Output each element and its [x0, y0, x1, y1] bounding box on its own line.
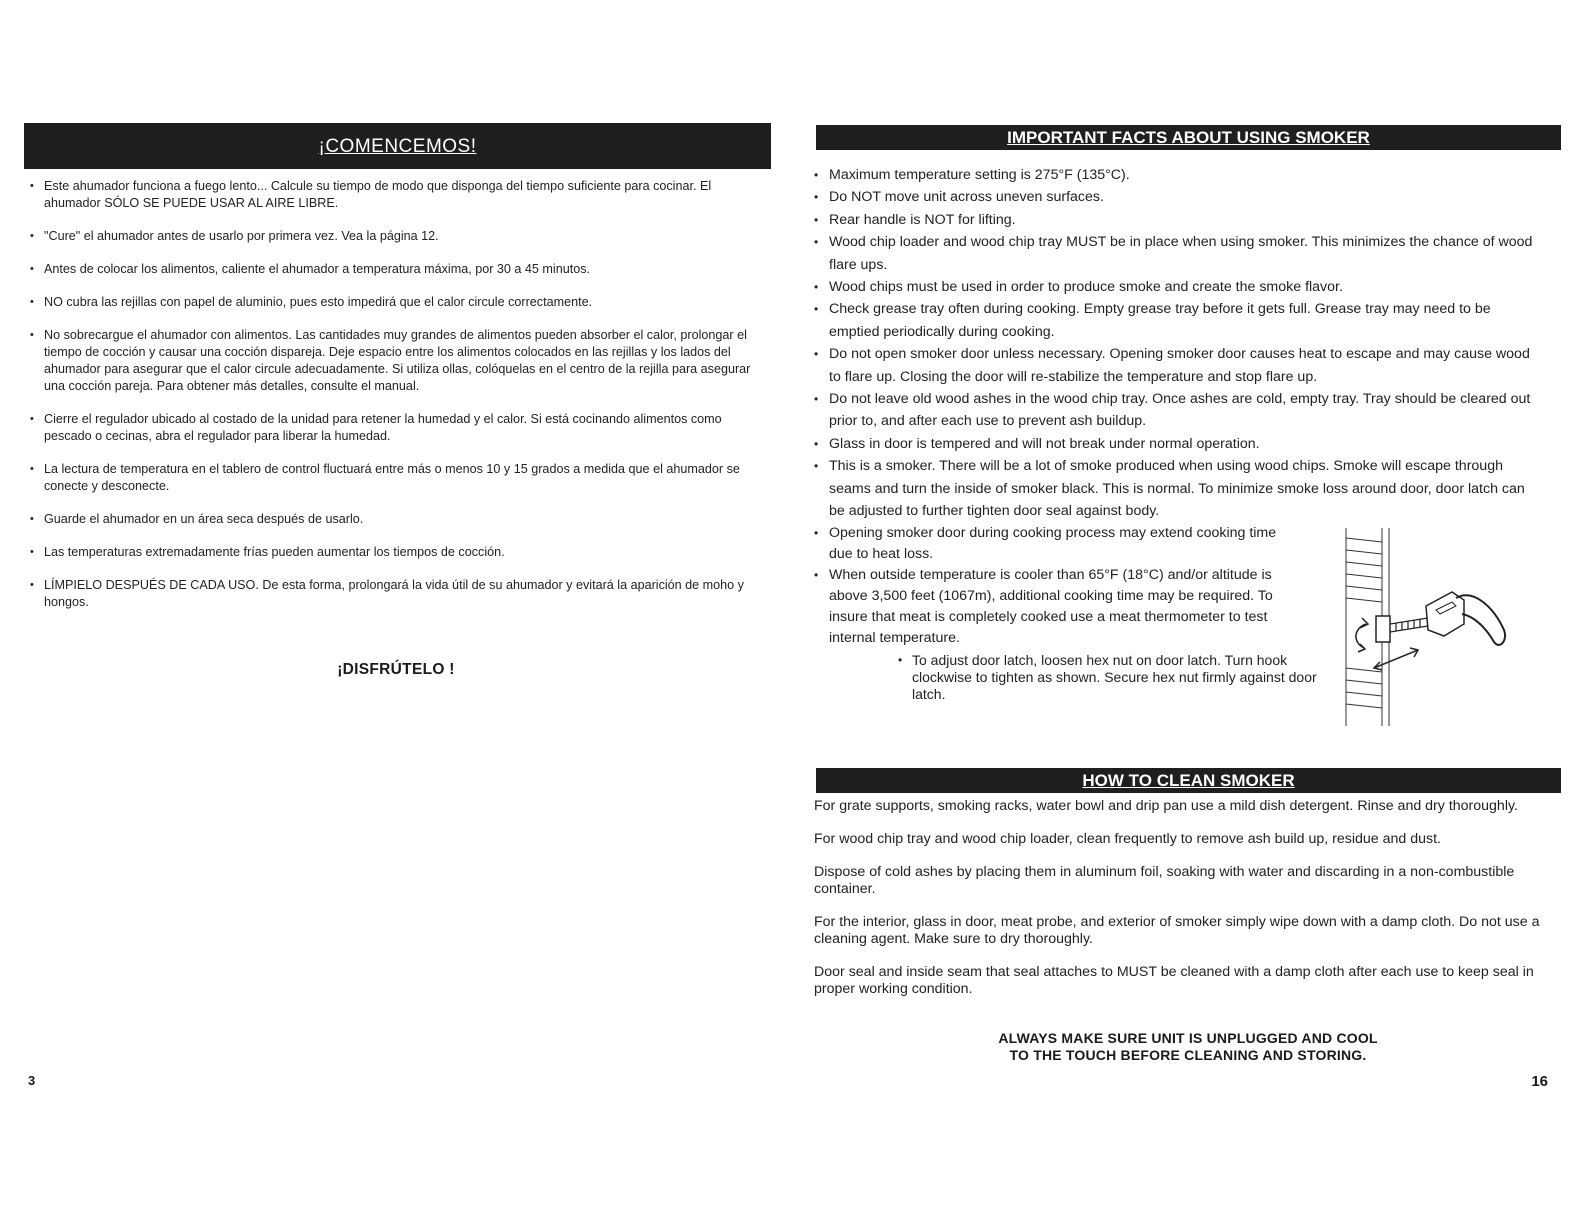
bullet-icon: • — [814, 459, 819, 474]
page-number: 16 — [1531, 1073, 1548, 1090]
door-latch-note: • To adjust door latch, loosen hex nut on door latch. Turn hook clockwise to tighten as shown. Secure hex nut firmly against door latch. — [898, 652, 1317, 702]
spanish-tips-list — [30, 178, 770, 611]
list-item: • No sobrecargue el ahumador con alimentos. Las cantidades muy grandes de alimentos pueden absorber el calor, prolongar el tiempo de cocción y causar una cocción dispareja. Deje espacio entre los alimentos colocados en las rejillas y los lados del ahumador para asegurar que el calor circule adecuadamente. Si utiliza ollas, colóquelas en el centro de la rejilla para asegurar una cocción pareja. Para obtener más detalles, consulte el manual. — [30, 328, 751, 393]
list-item: • Do NOT move unit across uneven surfaces. — [814, 186, 1544, 208]
list-item: • "Cure" el ahumador antes de usarlo por primera vez. Vea la página 12. — [30, 229, 439, 243]
section-header-how-to-clean: HOW TO CLEAN SMOKER — [816, 768, 1561, 793]
bullet-icon: • — [30, 263, 34, 275]
list-item: • Guarde el ahumador en un área seca después de usarlo. — [30, 512, 364, 526]
bullet-icon: • — [30, 230, 34, 242]
paragraph: For grate supports, smoking racks, water bowl and drip pan use a mild dish detergent. Rinse and dry thoroughly. — [814, 798, 1518, 814]
bullet-icon: • — [814, 235, 819, 250]
list-item: • Wood chip loader and wood chip tray MUST be in place when using smoker. This minimizes the chance of wood flare ups. — [814, 231, 1544, 276]
list-item: • Do not open smoker door unless necessary. Opening smoker door causes heat to escape and may cause wood to flare up. Closing the door will re-stabilize the temperature and stop flare up. — [814, 343, 1544, 388]
right-page — [792, 0, 1584, 1224]
section-header-important-facts: IMPORTANT FACTS ABOUT USING SMOKER — [816, 125, 1561, 150]
paragraph: For wood chip tray and wood chip loader, clean frequently to remove ash build up, residue and dust. — [814, 831, 1441, 847]
bullet-icon: • — [30, 329, 34, 341]
list-item: • LÍMPIELO DESPUÉS DE CADA USO. De esta forma, prolongará la vida útil de su ahumador y evitará la aparición de moho y hongos. — [30, 578, 744, 609]
cleaning-instructions — [814, 798, 1544, 1014]
section-header-comencemos: ¡COMENCEMOS! — [24, 123, 771, 169]
bullet-icon: • — [814, 392, 819, 407]
list-item: • When outside temperature is cooler than 65°F (18°C) and/or altitude is above 3,500 feet (1067m), additional cooking time may be required. To insure that meat is completely cooked use a meat thermometer to test internal temperature. — [814, 566, 1273, 646]
door-latch-illustration — [1344, 528, 1514, 726]
unplug-warning: ALWAYS MAKE SURE UNIT IS UNPLUGGED AND COOL TO THE TOUCH BEFORE CLEANING AND STORING. — [998, 1030, 1378, 1063]
bullet-icon: • — [898, 653, 903, 667]
list-item: • Antes de colocar los alimentos, caliente el ahumador a temperatura máxima, por 30 a 45 minutos. — [30, 262, 591, 276]
bullet-icon: • — [814, 302, 819, 317]
list-item: • NO cubra las rejillas con papel de aluminio, pues esto impedirá que el calor circule correctamente. — [30, 295, 593, 309]
bullet-icon: • — [814, 436, 819, 451]
paragraph: Door seal and inside seam that seal attaches to MUST be cleaned with a damp cloth after each use to keep seal in proper working condition. — [814, 964, 1534, 997]
bullet-icon: • — [814, 212, 819, 227]
list-item: • Este ahumador funciona a fuego lento... Calcule su tiempo de modo que disponga del tiempo suficiente para cocinar. El ahumador SÓLO SE PUEDE USAR AL AIRE LIBRE. — [30, 179, 712, 210]
bullet-icon: • — [814, 347, 819, 362]
bullet-icon: • — [30, 579, 34, 591]
bullet-icon: • — [30, 463, 34, 475]
bullet-icon: • — [814, 567, 819, 582]
bullet-icon: • — [814, 168, 819, 182]
paragraph: For the interior, glass in door, meat probe, and exterior of smoker simply wipe down with a damp cloth. Do not use a cleaning agent. Make sure to dry thoroughly. — [814, 914, 1540, 947]
bullet-icon: • — [814, 190, 819, 205]
closing-phrase: ¡DISFRÚTELO ! — [337, 661, 455, 678]
page-number: 3 — [28, 1073, 36, 1088]
list-item: • This is a smoker. There will be a lot of smoke produced when using wood chips. Smoke will escape through seams and turn the inside of smoker black. This is normal. To minimize smoke loss around door, door latch can be adjusted to further tighten door seal against body. — [814, 455, 1544, 522]
bullet-icon: • — [30, 513, 34, 525]
bullet-icon: • — [814, 525, 819, 540]
list-item: • Maximum temperature setting is 275°F (135°C). — [814, 164, 1544, 186]
paragraph: Dispose of cold ashes by placing them in aluminum foil, soaking with water and discarding in a non-combustible container. — [814, 864, 1515, 897]
bullet-icon: • — [30, 413, 34, 425]
list-item: • Wood chips must be used in order to produce smoke and create the smoke flavor. — [814, 276, 1544, 298]
bullet-icon: • — [30, 180, 34, 192]
bullet-icon: • — [30, 546, 34, 558]
list-item: • Glass in door is tempered and will not break under normal operation. — [814, 433, 1544, 455]
list-item: • Do not leave old wood ashes in the wood chip tray. Once ashes are cold, empty tray. Tray should be cleared out prior to, and after each use to prevent ash buildup. — [814, 388, 1544, 433]
list-item: • Rear handle is NOT for lifting. — [814, 209, 1544, 231]
bullet-icon: • — [30, 296, 34, 308]
list-item: • Opening smoker door during cooking process may extend cooking time due to heat loss. — [814, 524, 1277, 562]
list-item: • Cierre el regulador ubicado al costado de la unidad para retener la humedad y el calor. Si está cocinando alimentos como pescado o cecinas, abra el regulador para liberar la humedad. — [30, 412, 722, 443]
list-item: • Las temperaturas extremadamente frías pueden aumentar los tiempos de cocción. — [30, 545, 505, 559]
list-item: • La lectura de temperatura en el tablero de control fluctuará entre más o menos 10 y 15 grados a medida que el ahumador se conecte y desconecte. — [30, 462, 740, 493]
bullet-icon: • — [814, 280, 819, 295]
list-item: • Check grease tray often during cooking. Empty grease tray before it gets full. Grease tray may need to be emptied periodically during cooking. — [814, 298, 1544, 343]
